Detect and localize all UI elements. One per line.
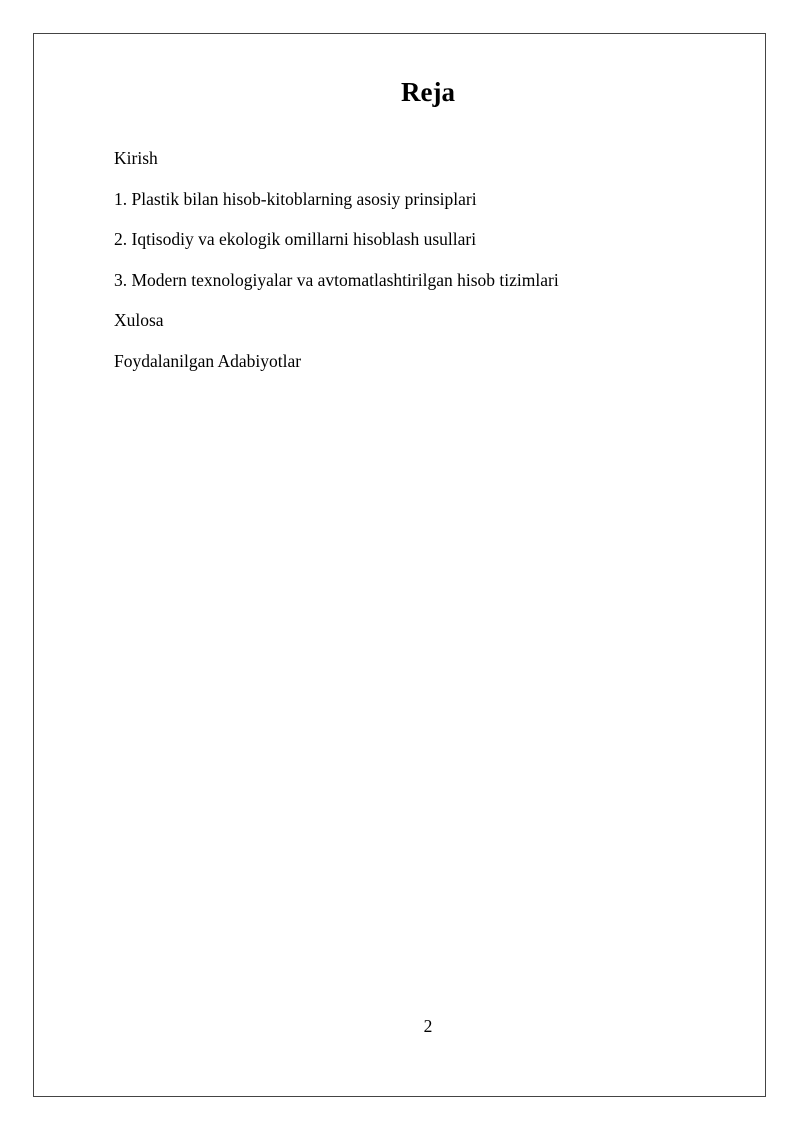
toc-item-chapter-2: 2. Iqtisodiy va ekologik omillarni hisoblash usullari [114, 229, 477, 249]
page-number: 2 [423, 1016, 433, 1036]
toc-item-conclusion: Xulosa [114, 310, 164, 330]
toc-item-introduction: Kirish [114, 148, 158, 168]
page-title: Reja [401, 77, 455, 107]
table-of-contents [114, 146, 559, 389]
toc-item-chapter-1: 1. Plastik bilan hisob-kitoblarning asosiy prinsiplari [114, 188, 477, 209]
toc-item-references: Foydalanilgan Adabiyotlar [114, 350, 302, 371]
toc-item-chapter-3: 3. Modern texnologiyalar va avtomatlashtirilgan hisob tizimlari [114, 269, 559, 290]
